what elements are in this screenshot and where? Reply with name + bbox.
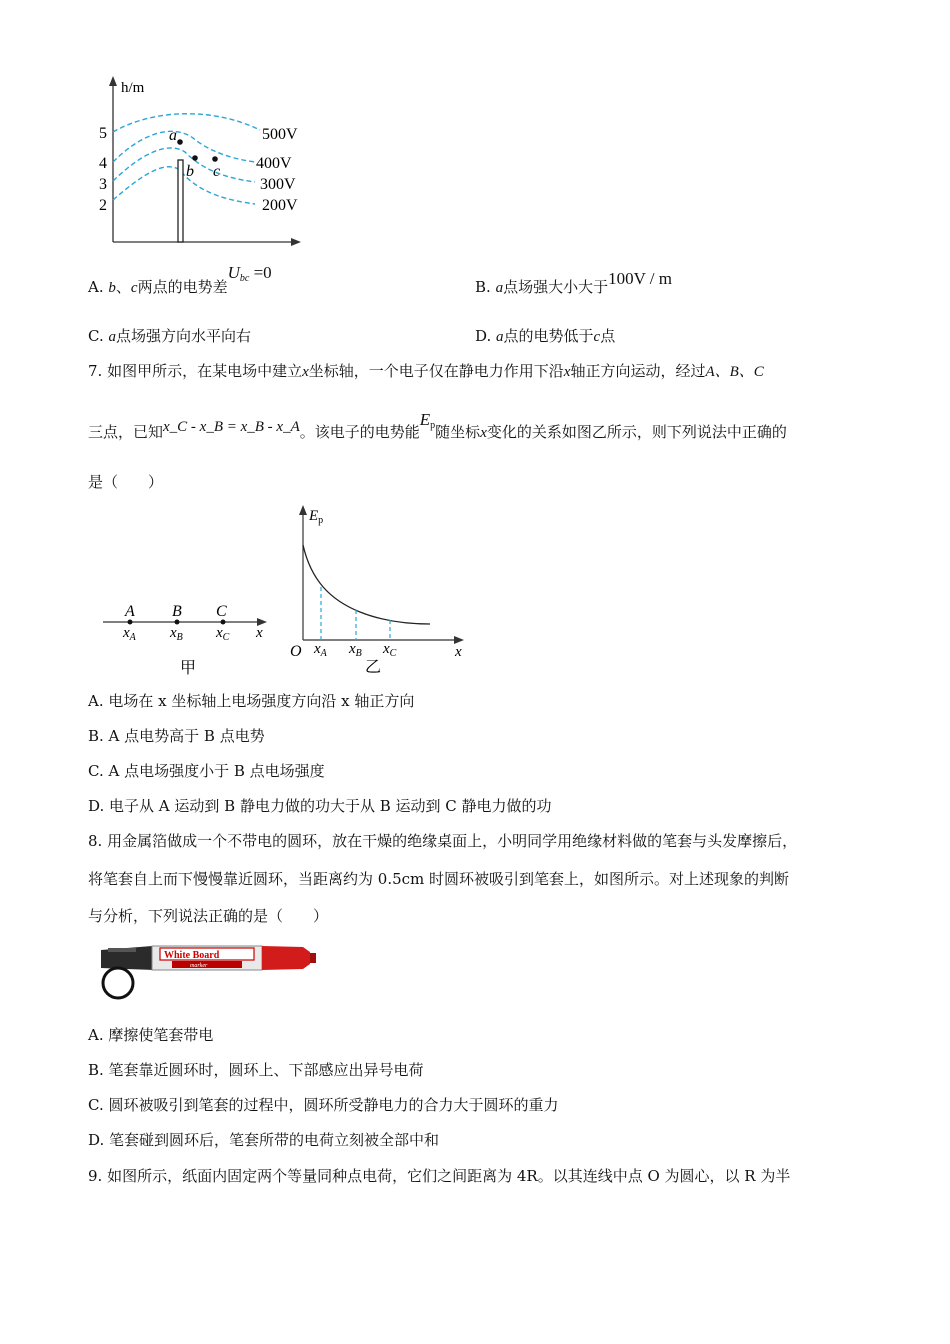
equipotential-figure	[85, 70, 315, 255]
tick-xC: $x_C$	[383, 641, 397, 659]
curve-200v	[113, 167, 255, 204]
caption-jia: 甲	[180, 660, 197, 677]
q7-stem-line3: 是（ ）	[88, 473, 164, 491]
q8-option-b: B. 笔套靠近圆环时，圆环上、下部感应出异号电荷	[88, 1061, 424, 1079]
marker-brand-text: White Board	[164, 950, 220, 961]
axis-x-label: x	[455, 644, 462, 660]
q8-option-a: A. 摩擦使笔套带电	[88, 1026, 214, 1044]
label-A: A	[125, 603, 135, 620]
marker-ring-figure	[98, 938, 323, 1002]
q6-option-a: A. b、c两点的电势差$U_{bc} =0$	[88, 263, 272, 296]
point-A	[128, 620, 133, 625]
conductor-rod	[178, 160, 183, 242]
curve-500v	[113, 114, 260, 132]
q7-stem-line1: 7. 如图甲所示，在某电场中建立x坐标轴，一个电子仅在静电力作用下沿x轴正方向运动，经过A、B、C	[88, 362, 764, 380]
point-b-label: b	[186, 163, 194, 180]
tick-xB: $x_B$	[170, 625, 183, 643]
q8-option-c: C. 圆环被吸引到笔套的过程中，圆环所受静电力的合力大于圆环的重力	[88, 1096, 559, 1114]
metal-ring	[103, 968, 133, 998]
tick-5: 5	[99, 125, 107, 142]
caption-yi: 乙	[365, 659, 382, 676]
curve-400v	[113, 131, 255, 162]
label-B: B	[172, 603, 182, 620]
q8-stem-line2: 将笔套自上而下慢慢靠近圆环，当距离约为 0.5cm 时圆环被吸引到笔套上，如图所示。对上述现象的判断	[88, 870, 790, 888]
tick-xB: $x_B$	[349, 641, 362, 659]
axis-ep-label: $E_p$	[309, 508, 324, 526]
point-B	[175, 620, 180, 625]
point-C	[221, 620, 226, 625]
tick-2: 2	[99, 197, 107, 214]
tick-xA: $x_A$	[314, 641, 327, 659]
point-c	[212, 156, 218, 162]
axis-x-label: x	[256, 625, 263, 641]
point-c-label: c	[213, 163, 221, 180]
label-400v: 400V	[256, 155, 292, 172]
tick-3: 3	[99, 176, 107, 193]
curve-300v	[113, 148, 255, 182]
marker-sub-text: marker	[190, 963, 208, 969]
q6-option-c: C. a点场强方向水平向右	[88, 327, 251, 345]
marker-end	[262, 946, 310, 970]
q8-option-d: D. 笔套碰到圆环后，笔套所带的电荷立刻被全部中和	[88, 1131, 440, 1149]
figure-yi	[285, 500, 475, 680]
q6-option-d: D. a点的电势低于c点	[475, 327, 616, 345]
label-300v: 300V	[260, 176, 296, 193]
q8-stem-line3: 与分析，下列说法正确的是（ ）	[88, 907, 329, 925]
label-C: C	[216, 603, 227, 620]
point-a-label: a	[169, 127, 177, 144]
tick-xC: $x_C$	[216, 625, 230, 643]
tick-4: 4	[99, 155, 107, 172]
q7-option-d: D. 电子从 A 运动到 B 静电力做的功大于从 B 运动到 C 静电力做的功	[88, 797, 552, 815]
tick-xA: $x_A$	[123, 625, 136, 643]
label-200v: 200V	[262, 197, 298, 214]
h-axis-label: h/m	[121, 80, 145, 96]
q7-option-c: C. A 点电场强度小于 B 点电场强度	[88, 762, 325, 780]
label-500v: 500V	[262, 126, 298, 143]
q7-stem-line2: 三点，已知x_C - x_B = x_B - x_A。该电子的电势能$E_p$随坐标x变化的关系如图乙所示，则下列说法中正确的	[88, 410, 787, 441]
q6-option-b: B. a点场强大小大于100V / m	[475, 269, 672, 296]
q7-option-b: B. A 点电势高于 B 点电势	[88, 727, 265, 745]
q9-stem-line1: 9. 如图所示，纸面内固定两个等量同种点电荷，它们之间距离为 4R。以其连线中点 O 为圆心，以 R 为半	[88, 1167, 791, 1185]
figure-jia	[95, 595, 275, 680]
q7-option-a: A. 电场在 x 坐标轴上电场强度方向沿 x 轴正方向	[88, 692, 415, 710]
ep-curve	[303, 545, 430, 624]
origin-label: O	[290, 643, 302, 660]
q8-stem-line1: 8. 用金属箔做成一个不带电的圆环，放在干燥的绝缘桌面上，小明同学用绝缘材料做的笔套与头发摩擦后，	[88, 832, 798, 850]
point-b	[192, 155, 198, 161]
point-a	[177, 139, 183, 145]
